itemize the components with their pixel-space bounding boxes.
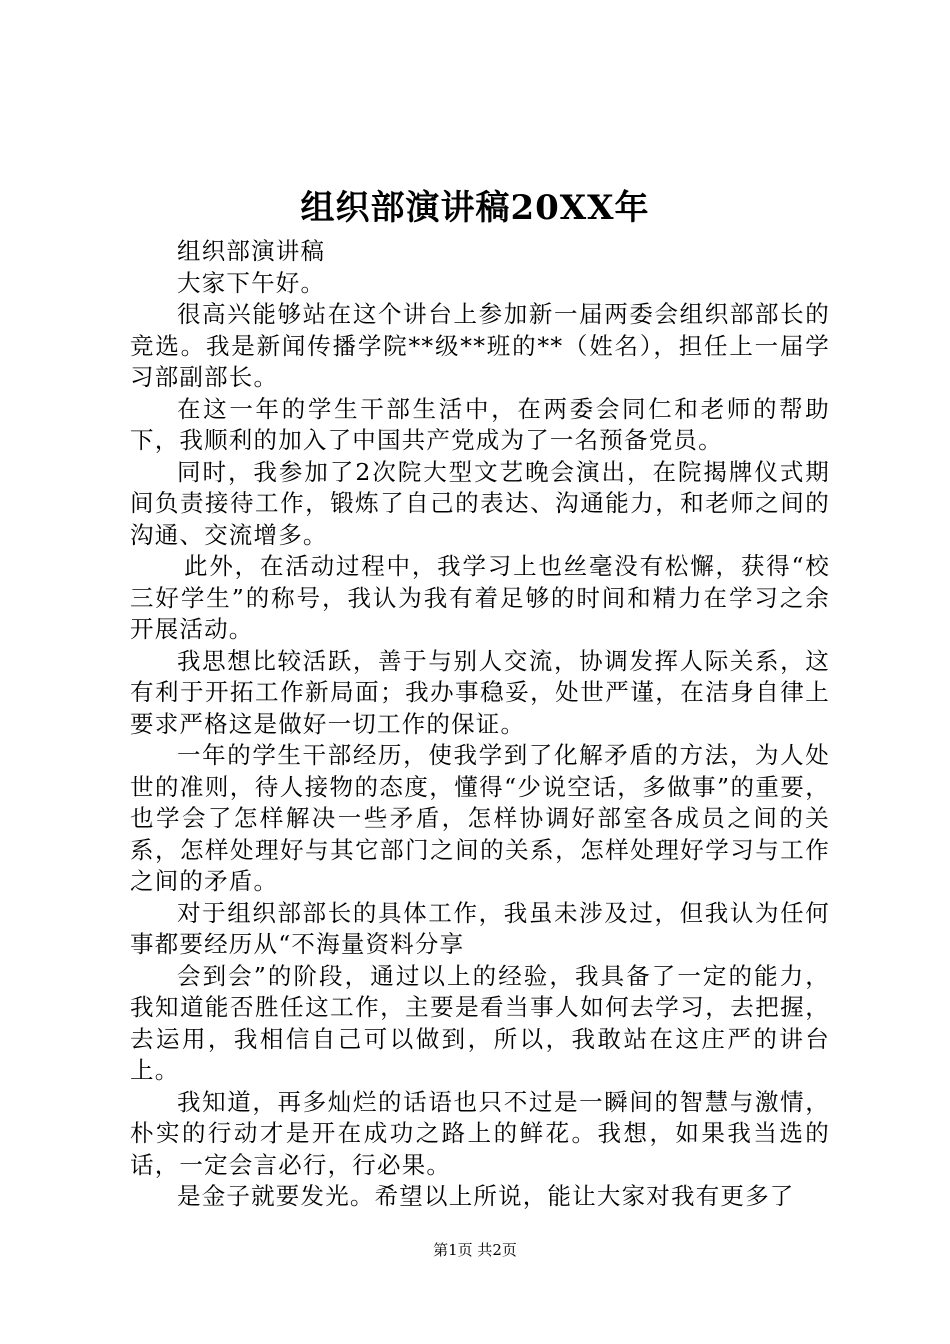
- paragraph: 大家下午好。: [177, 268, 326, 297]
- paragraph: 一年的学生干部经历，使我学到了化解矛盾的方法，为人处世的准则，待人接物的态度，懂得“少说空话，多做事”的重要，也学会了怎样解决一些矛盾，怎样协调好部室各成员之间的关系，怎样处理好与其它部门之间的关系，怎样处理好学习与工作之间的矛盾。: [130, 741, 830, 895]
- paragraph: 对于组织部部长的具体工作，我虽未涉及过，但我认为任何事都要经历从“不海量资料分享: [130, 898, 830, 958]
- paragraph: 同时，我参加了2次院大型文艺晚会演出，在院揭牌仪式期间负责接待工作，锻炼了自己的表达、沟通能力，和老师之间的沟通、交流增多。: [130, 457, 830, 549]
- paragraph: 是金子就要发光。希望以上所说，能让大家对我有更多了: [177, 1182, 795, 1210]
- document-body: [130, 236, 830, 1213]
- paragraph: 很高兴能够站在这个讲台上参加新一届两委会组织部部长的竞选。我是新闻传播学院**级**班的**（姓名），担任上一届学习部副部长。: [130, 300, 830, 391]
- paragraph: 此外，在活动过程中，我学习上也丝毫没有松懈，获得“校三好学生”的称号，我认为我有着足够的时间和精力在学习之余开展活动。: [130, 552, 830, 643]
- paragraph: 在这一年的学生干部生活中，在两委会同仁和老师的帮助下，我顺利的加入了中国共产党成为了一名预备党员。: [130, 394, 830, 454]
- page-footer: 第1页 共2页: [433, 1241, 517, 1259]
- paragraph: 组织部演讲稿: [177, 237, 326, 265]
- document-title: 组织部演讲稿20XX年: [300, 188, 650, 228]
- paragraph: 我知道，再多灿烂的话语也只不过是一瞬间的智慧与激情，朴实的行动才是开在成功之路上的鲜花。我想，如果我当选的话，一定会言必行，行必果。: [130, 1087, 830, 1179]
- paragraph: 会到会”的阶段，通过以上的经验，我具备了一定的能力，我知道能否胜任这工作，主要是看当事人如何去学习，去把握，去运用，我相信自己可以做到，所以，我敢站在这庄严的讲台上。: [130, 961, 830, 1084]
- paragraph: 我思想比较活跃，善于与别人交流，协调发挥人际关系，这有利于开拓工作新局面；我办事稳妥，处世严谨，在洁身自律上要求严格这是做好一切工作的保证。: [130, 646, 830, 738]
